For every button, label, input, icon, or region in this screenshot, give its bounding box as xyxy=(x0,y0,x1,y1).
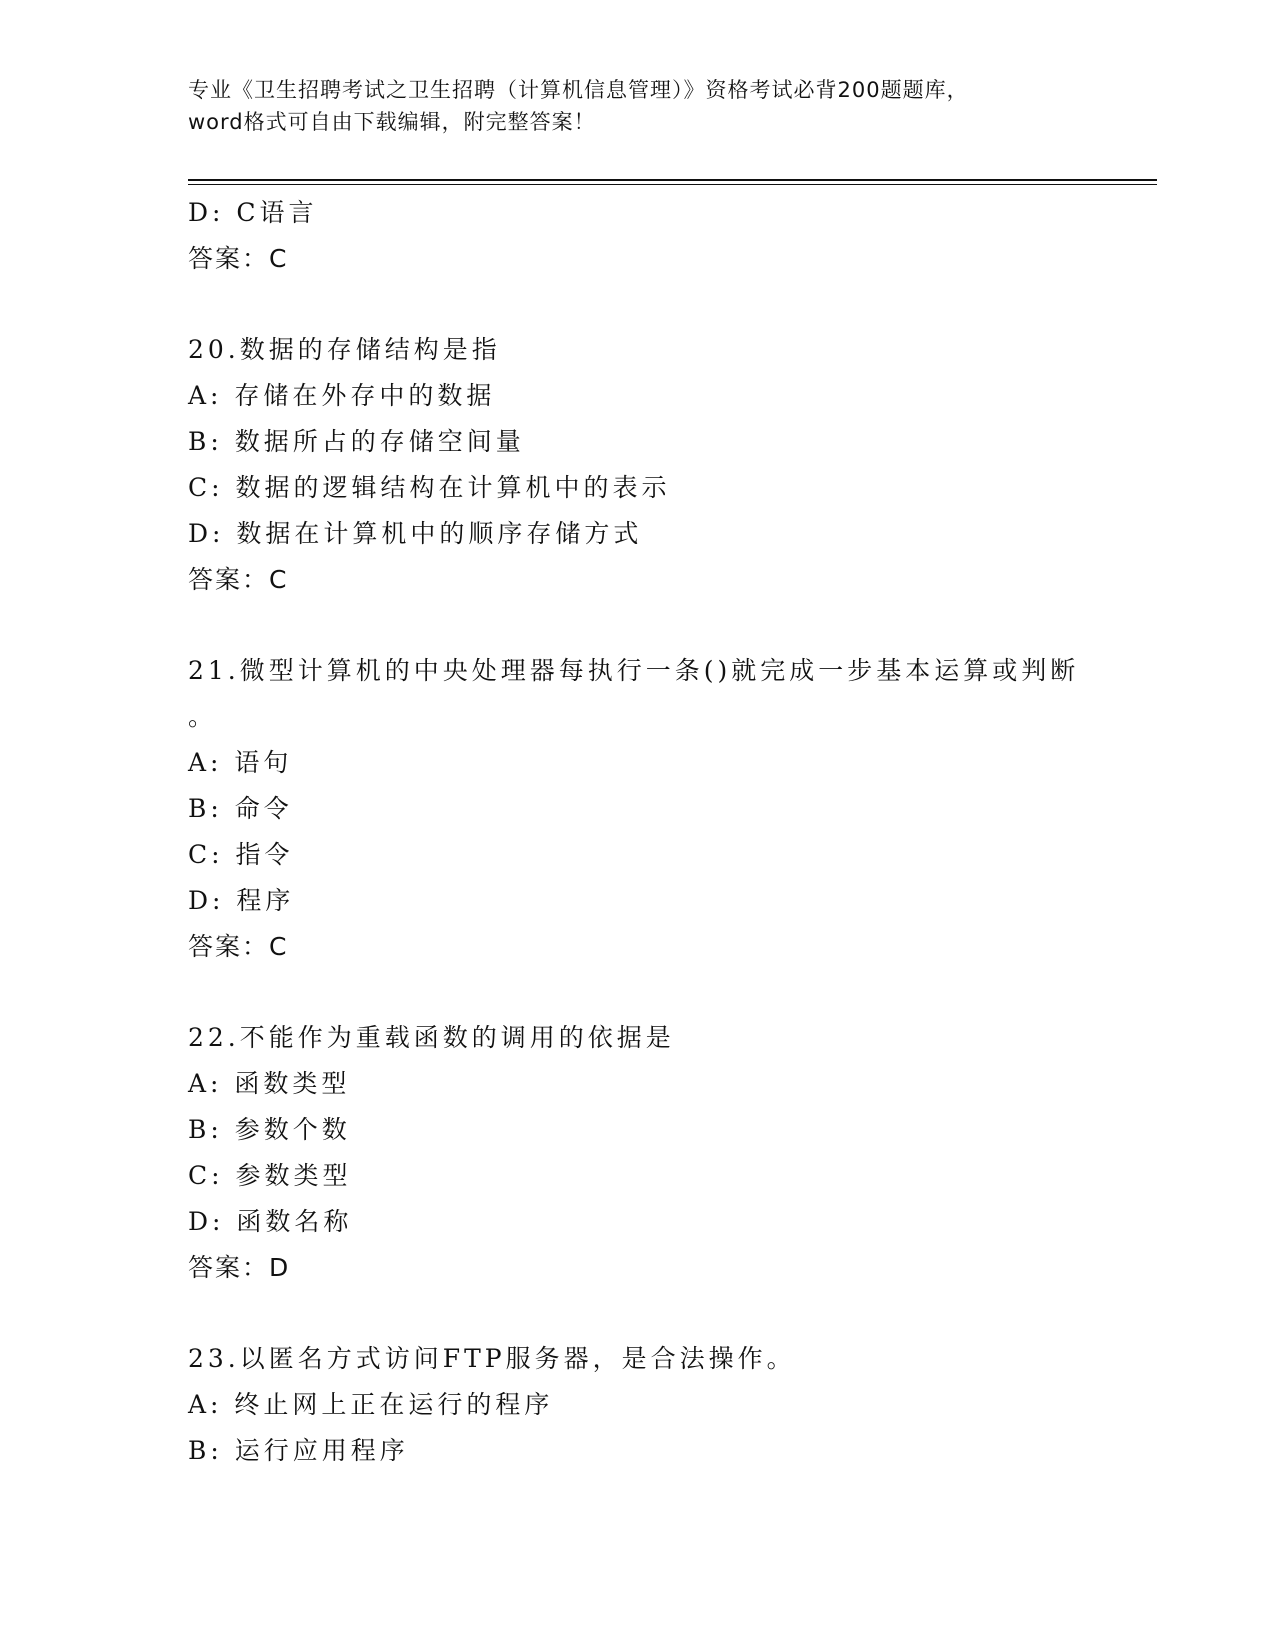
header-line-1: 专业《卫生招聘考试之卫生招聘（计算机信息管理）》资格考试必背200题题库， xyxy=(188,78,969,102)
option-c: C: 指令 xyxy=(188,840,294,869)
question-stem-continuation: 。 xyxy=(188,702,218,731)
header-rule-thin xyxy=(188,184,1157,185)
prev-answer: 答案：C xyxy=(188,244,289,273)
header-line-2: word格式可自由下载编辑，附完整答案！ xyxy=(188,110,596,134)
question-stem: 20.数据的存储结构是指 xyxy=(188,335,501,364)
option-b: B: 运行应用程序 xyxy=(188,1436,409,1465)
option-a: A: 语句 xyxy=(188,748,293,777)
option-b: B: 数据所占的存储空间量 xyxy=(188,427,525,456)
answer: 答案：D xyxy=(188,1253,291,1282)
option-b: B: 参数个数 xyxy=(188,1115,351,1144)
prev-option-d: D: C语言 xyxy=(188,198,318,227)
option-d: D: 数据在计算机中的顺序存储方式 xyxy=(188,519,643,548)
option-d: D: 程序 xyxy=(188,886,295,915)
option-c: C: 参数类型 xyxy=(188,1161,352,1190)
header-rule-thick xyxy=(188,179,1157,181)
question-20 xyxy=(188,327,1157,603)
question-list xyxy=(188,190,1157,1474)
option-d: D: 函数名称 xyxy=(188,1207,353,1236)
option-b: B: 命令 xyxy=(188,794,293,823)
page-header xyxy=(188,74,1088,138)
question-21 xyxy=(188,648,1157,970)
option-a: A: 终止网上正在运行的程序 xyxy=(188,1390,554,1419)
question-stem: 23.以匿名方式访问FTP服务器，是合法操作。 xyxy=(188,1344,796,1373)
question-stem: 22.不能作为重载函数的调用的依据是 xyxy=(188,1023,675,1052)
question-22 xyxy=(188,1015,1157,1291)
answer: 答案：C xyxy=(188,565,289,594)
option-c: C: 数据的逻辑结构在计算机中的表示 xyxy=(188,473,671,502)
question-stem: 21.微型计算机的中央处理器每执行一条()就完成一步基本运算或判断 xyxy=(188,656,1080,685)
question-23 xyxy=(188,1336,1157,1474)
option-a: A: 函数类型 xyxy=(188,1069,351,1098)
answer: 答案：C xyxy=(188,932,289,961)
option-a: A: 存储在外存中的数据 xyxy=(188,381,496,410)
